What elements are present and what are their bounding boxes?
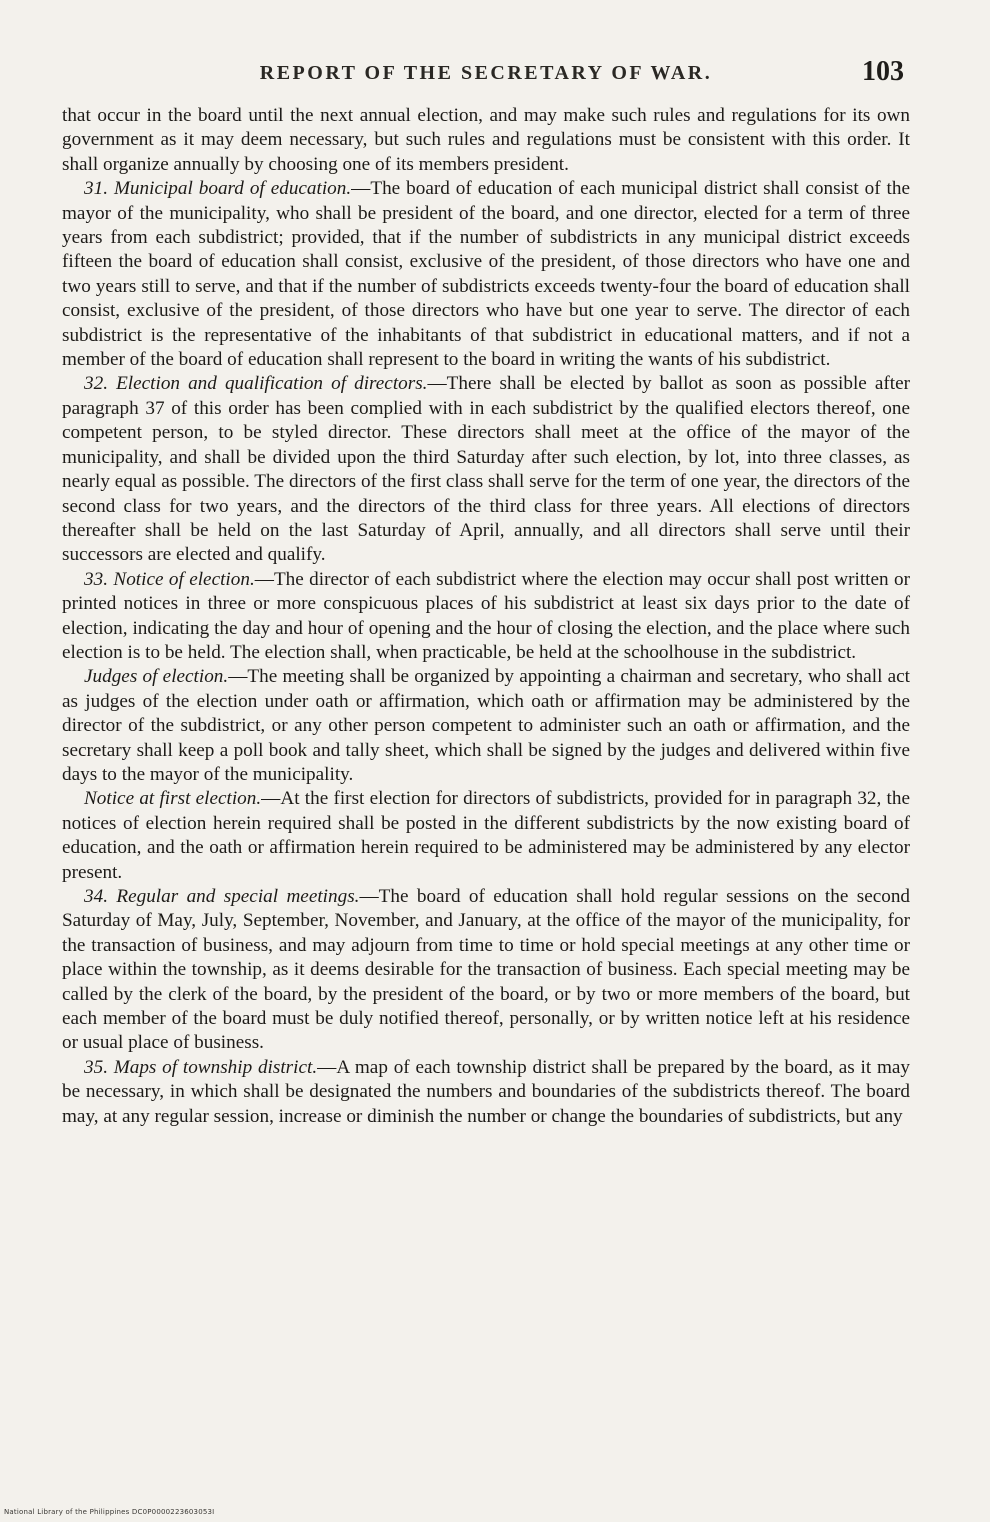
paragraph-text: —The meeting shall be organized by appointing a chairman and secretary, who shall act as judges of the election under oath or affirmation, which oath or affirmation may be administered by the director of the subdistrict, or any other person competent to administer such an oath or affirmation, and the secretary shall keep a poll book and tally sheet, which shall be signed by the judges and delivered within five days to the mayor of the municipality. bbox=[62, 666, 911, 785]
section-heading: Notice of election. bbox=[113, 568, 255, 590]
paragraph-35 bbox=[62, 1056, 910, 1129]
page-number: 103 bbox=[862, 56, 904, 87]
running-head bbox=[62, 58, 910, 98]
paragraph-text: —The board of education of each municipal district shall consist of the mayor of the municipality, who shall be president of the board, and one director, elected for a term of three years from each subdistrict; provided, that if the number of subdistricts in any municipal district exceeds fifteen the board of education shall consist, exclusive of the president, of those directors who have one and two years still to serve, and that if the number of subdistricts exceeds twenty-four the board of education shall consist, exclusive of the president, of those directors who have but one year to serve. The director of each subdistrict is the representative of the inhabitants of that subdistrict in educational matters, and if not a member of the board of education shall represent to the board in writing the wants of his subdistrict. bbox=[62, 178, 910, 371]
running-title: REPORT OF THE SECRETARY OF WAR. bbox=[259, 62, 713, 84]
section-heading: Maps of township district. bbox=[113, 1056, 318, 1078]
paragraph-continuation bbox=[62, 104, 910, 177]
paragraph-31 bbox=[62, 177, 910, 372]
document-page bbox=[62, 58, 910, 1478]
section-heading: Notice at first election. bbox=[84, 788, 262, 810]
section-number: 35. bbox=[84, 1056, 108, 1078]
section-number: 31. bbox=[84, 178, 108, 200]
paragraph-32 bbox=[62, 372, 910, 567]
section-number: 33. bbox=[84, 568, 108, 590]
paragraph-judges-of-election bbox=[62, 665, 910, 787]
paragraph-text: —At the first election for directors of subdistricts, provided for in paragraph 32, the notices of election herein required shall be posted in the different subdistricts by the now existing board of education, and the oath or affirmation herein required to be administered may be administered by any elector present. bbox=[62, 788, 910, 883]
paragraph-text: —A map of each township district shall be prepared by the board, as it may be necessary, in which shall be designated the numbers and boundaries of the subdistricts thereof. The board may, at any regular session, increase or diminish the number or change the boundaries of subdistricts, but any bbox=[62, 1056, 911, 1127]
paragraph-34 bbox=[62, 885, 910, 1056]
section-heading: Municipal board of education. bbox=[113, 178, 352, 200]
section-heading: Regular and special meetings. bbox=[116, 886, 360, 907]
paragraph-text: that occur in the board until the next annual election, and may make such rules and regulations for its own government as it may deem necessary, but such rules and regulations must be consistent with this order. It shall organize annually by choosing one of its members president. bbox=[62, 105, 910, 175]
body-text bbox=[62, 104, 910, 1129]
section-number: 34. bbox=[84, 886, 108, 907]
paragraph-text: —The director of each subdistrict where the election may occur shall post written or printed notices in three or more conspicuous places of his subdistrict at least six days prior to the date of election, indicating the day and hour of opening and the hour of closing the election, and the place where such election is to be held. The election shall, when practicable, be held at the schoolhouse in the subdistrict. bbox=[62, 568, 910, 663]
paragraph-33 bbox=[62, 568, 910, 666]
section-number: 32. bbox=[84, 373, 108, 395]
paragraph-text: —There shall be elected by ballot as soon as possible after paragraph 37 of this order has been complied with in each subdistrict by the qualified electors thereof, one competent person, to be styled director. These directors shall meet at the office of the mayor of the municipality, and shall be divided upon the third Saturday after such election, by lot, into three classes, as nearly equal as possible. The directors of the first class shall serve for the term of one year, the directors of the second class for two years, and the directors of the third class for three years. All elections of directors thereafter shall be held on the last Saturday of April, annually, and all directors shall serve until their successors are elected and qualify. bbox=[62, 373, 911, 566]
scan-footer: National Library of the Philippines DC0P0000223603053I bbox=[4, 1508, 215, 1516]
section-heading: Election and qualification of directors. bbox=[116, 373, 428, 395]
paragraph-text: —The board of education shall hold regular sessions on the second Saturday of May, July, September, November, and January, at the office of the mayor of the municipality, for the transaction of business, and may adjourn from time to time or hold special meetings at any other time or place within the township, as it deems desirable for the transaction of business. Each special meeting may be called by the clerk of the board, by the president of the board, or by two or more members of the board, but each member of the board must be duly notified thereof, personally, or by written notice left at his residence or usual place of business. bbox=[62, 886, 911, 1054]
section-heading: Judges of election. bbox=[84, 666, 229, 688]
paragraph-notice-first-election bbox=[62, 787, 910, 885]
